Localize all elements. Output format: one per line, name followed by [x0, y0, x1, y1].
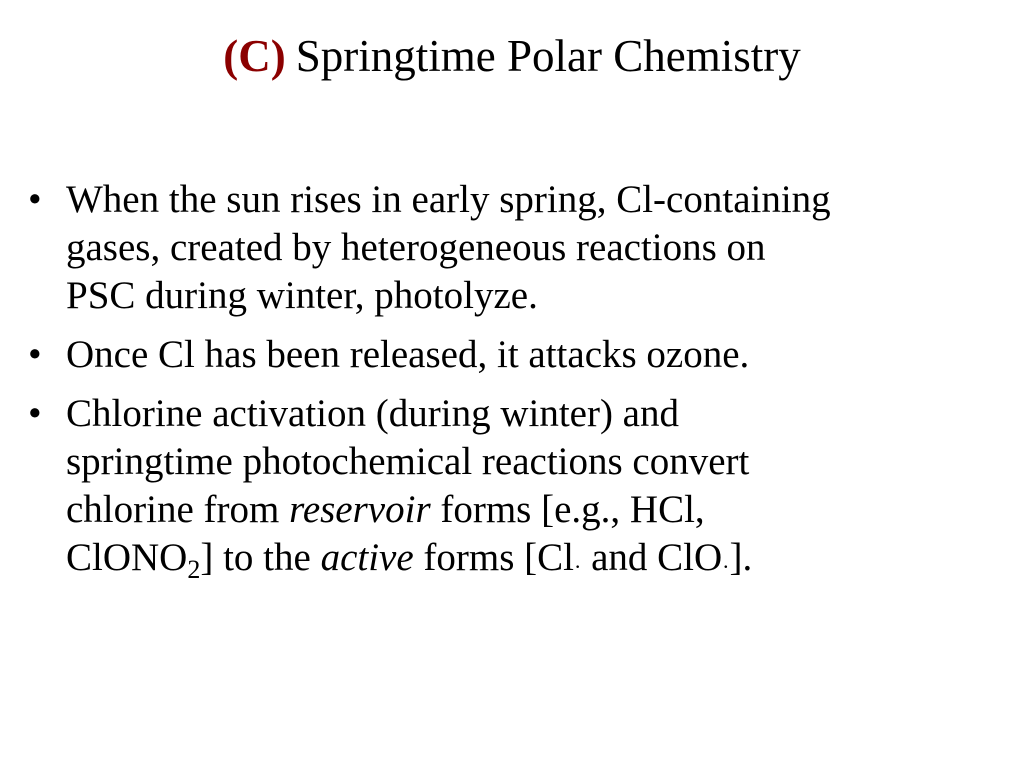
bullet-text-line: [66, 486, 978, 534]
text-run: ClONO: [66, 536, 188, 579]
title-text: Springtime Polar Chemistry: [295, 31, 801, 81]
bullet-text-line: PSC during winter, photolyze.: [66, 274, 538, 317]
bullet-item: [28, 176, 978, 320]
text-run: forms [e.g., HCl,: [430, 488, 705, 531]
radical-dot: ·: [722, 554, 730, 579]
emphasized-term: active: [320, 536, 414, 579]
subscript: 2: [187, 555, 201, 584]
bullet-text-line: [66, 534, 978, 582]
text-run: ] to the: [200, 536, 321, 579]
text-run: chlorine from: [66, 488, 290, 531]
bullet-text-line: Once Cl has been released, it attacks ozone.: [66, 333, 750, 376]
bullet-text-line: gases, created by heterogeneous reactions on: [66, 226, 766, 269]
text-run: and ClO: [581, 536, 723, 579]
slide-title: [0, 28, 1024, 84]
bullet-item: [28, 390, 978, 582]
bullet-list: [28, 176, 978, 593]
bullet-icon: •: [28, 178, 42, 221]
bullet-icon: •: [28, 333, 42, 376]
emphasized-term: reservoir: [289, 488, 431, 531]
bullet-text-line: springtime photochemical reactions convert: [66, 440, 750, 483]
radical-dot: ·: [574, 554, 582, 579]
bullet-text-line: When the sun rises in early spring, Cl-containing: [66, 178, 831, 221]
text-run: forms [Cl: [413, 536, 574, 579]
bullet-item: [28, 331, 978, 379]
text-run: ].: [729, 536, 753, 579]
bullet-icon: •: [28, 392, 42, 435]
bullet-text-line: Chlorine activation (during winter) and: [66, 392, 679, 435]
title-section-label: (C): [223, 31, 286, 81]
